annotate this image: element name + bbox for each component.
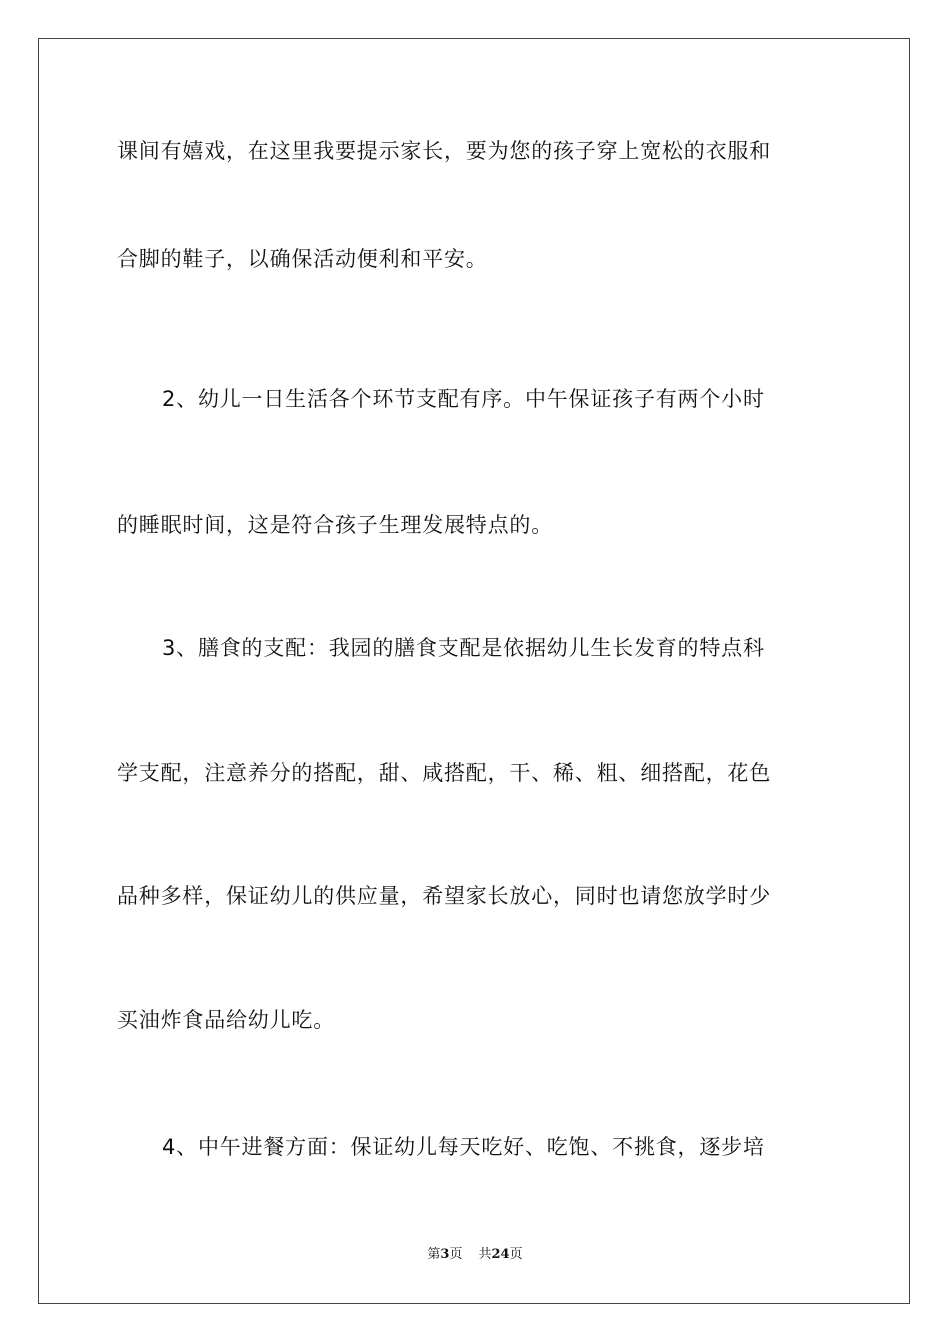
text-line-6: 学支配，注意养分的搭配，甜、咸搭配，干、稀、粗、细搭配，花色 [117,761,771,785]
text-line-3: 2、幼儿一日生活各个环节支配有序。中午保证孩子有两个小时 [162,387,765,411]
text-line-4: 的睡眠时间，这是符合孩子生理发展特点的。 [117,513,553,537]
total-prefix: 共 [478,1247,492,1262]
text-line-5: 3、膳食的支配：我园的膳食支配是依据幼儿生长发育的特点科 [162,636,765,660]
text-line-1: 课间有嬉戏，在这里我要提示家长，要为您的孩子穿上宽松的衣服和 [117,139,771,163]
page-footer [0,1246,950,1264]
page-number: 3 [440,1247,450,1262]
page-border [38,38,910,1304]
total-suffix: 页 [509,1247,523,1262]
text-line-2: 合脚的鞋子，以确保活动便利和平安。 [117,247,488,271]
text-line-7: 品种多样，保证幼儿的供应量，希望家长放心，同时也请您放学时少 [117,884,771,908]
text-line-9: 4、中午进餐方面：保证幼儿每天吃好、吃饱、不挑食，逐步培 [162,1135,765,1159]
text-line-8: 买油炸食品给幼儿吃。 [117,1008,335,1032]
total-pages: 24 [491,1247,510,1262]
page-prefix: 第 [427,1247,441,1262]
page-suffix: 页 [449,1247,463,1262]
